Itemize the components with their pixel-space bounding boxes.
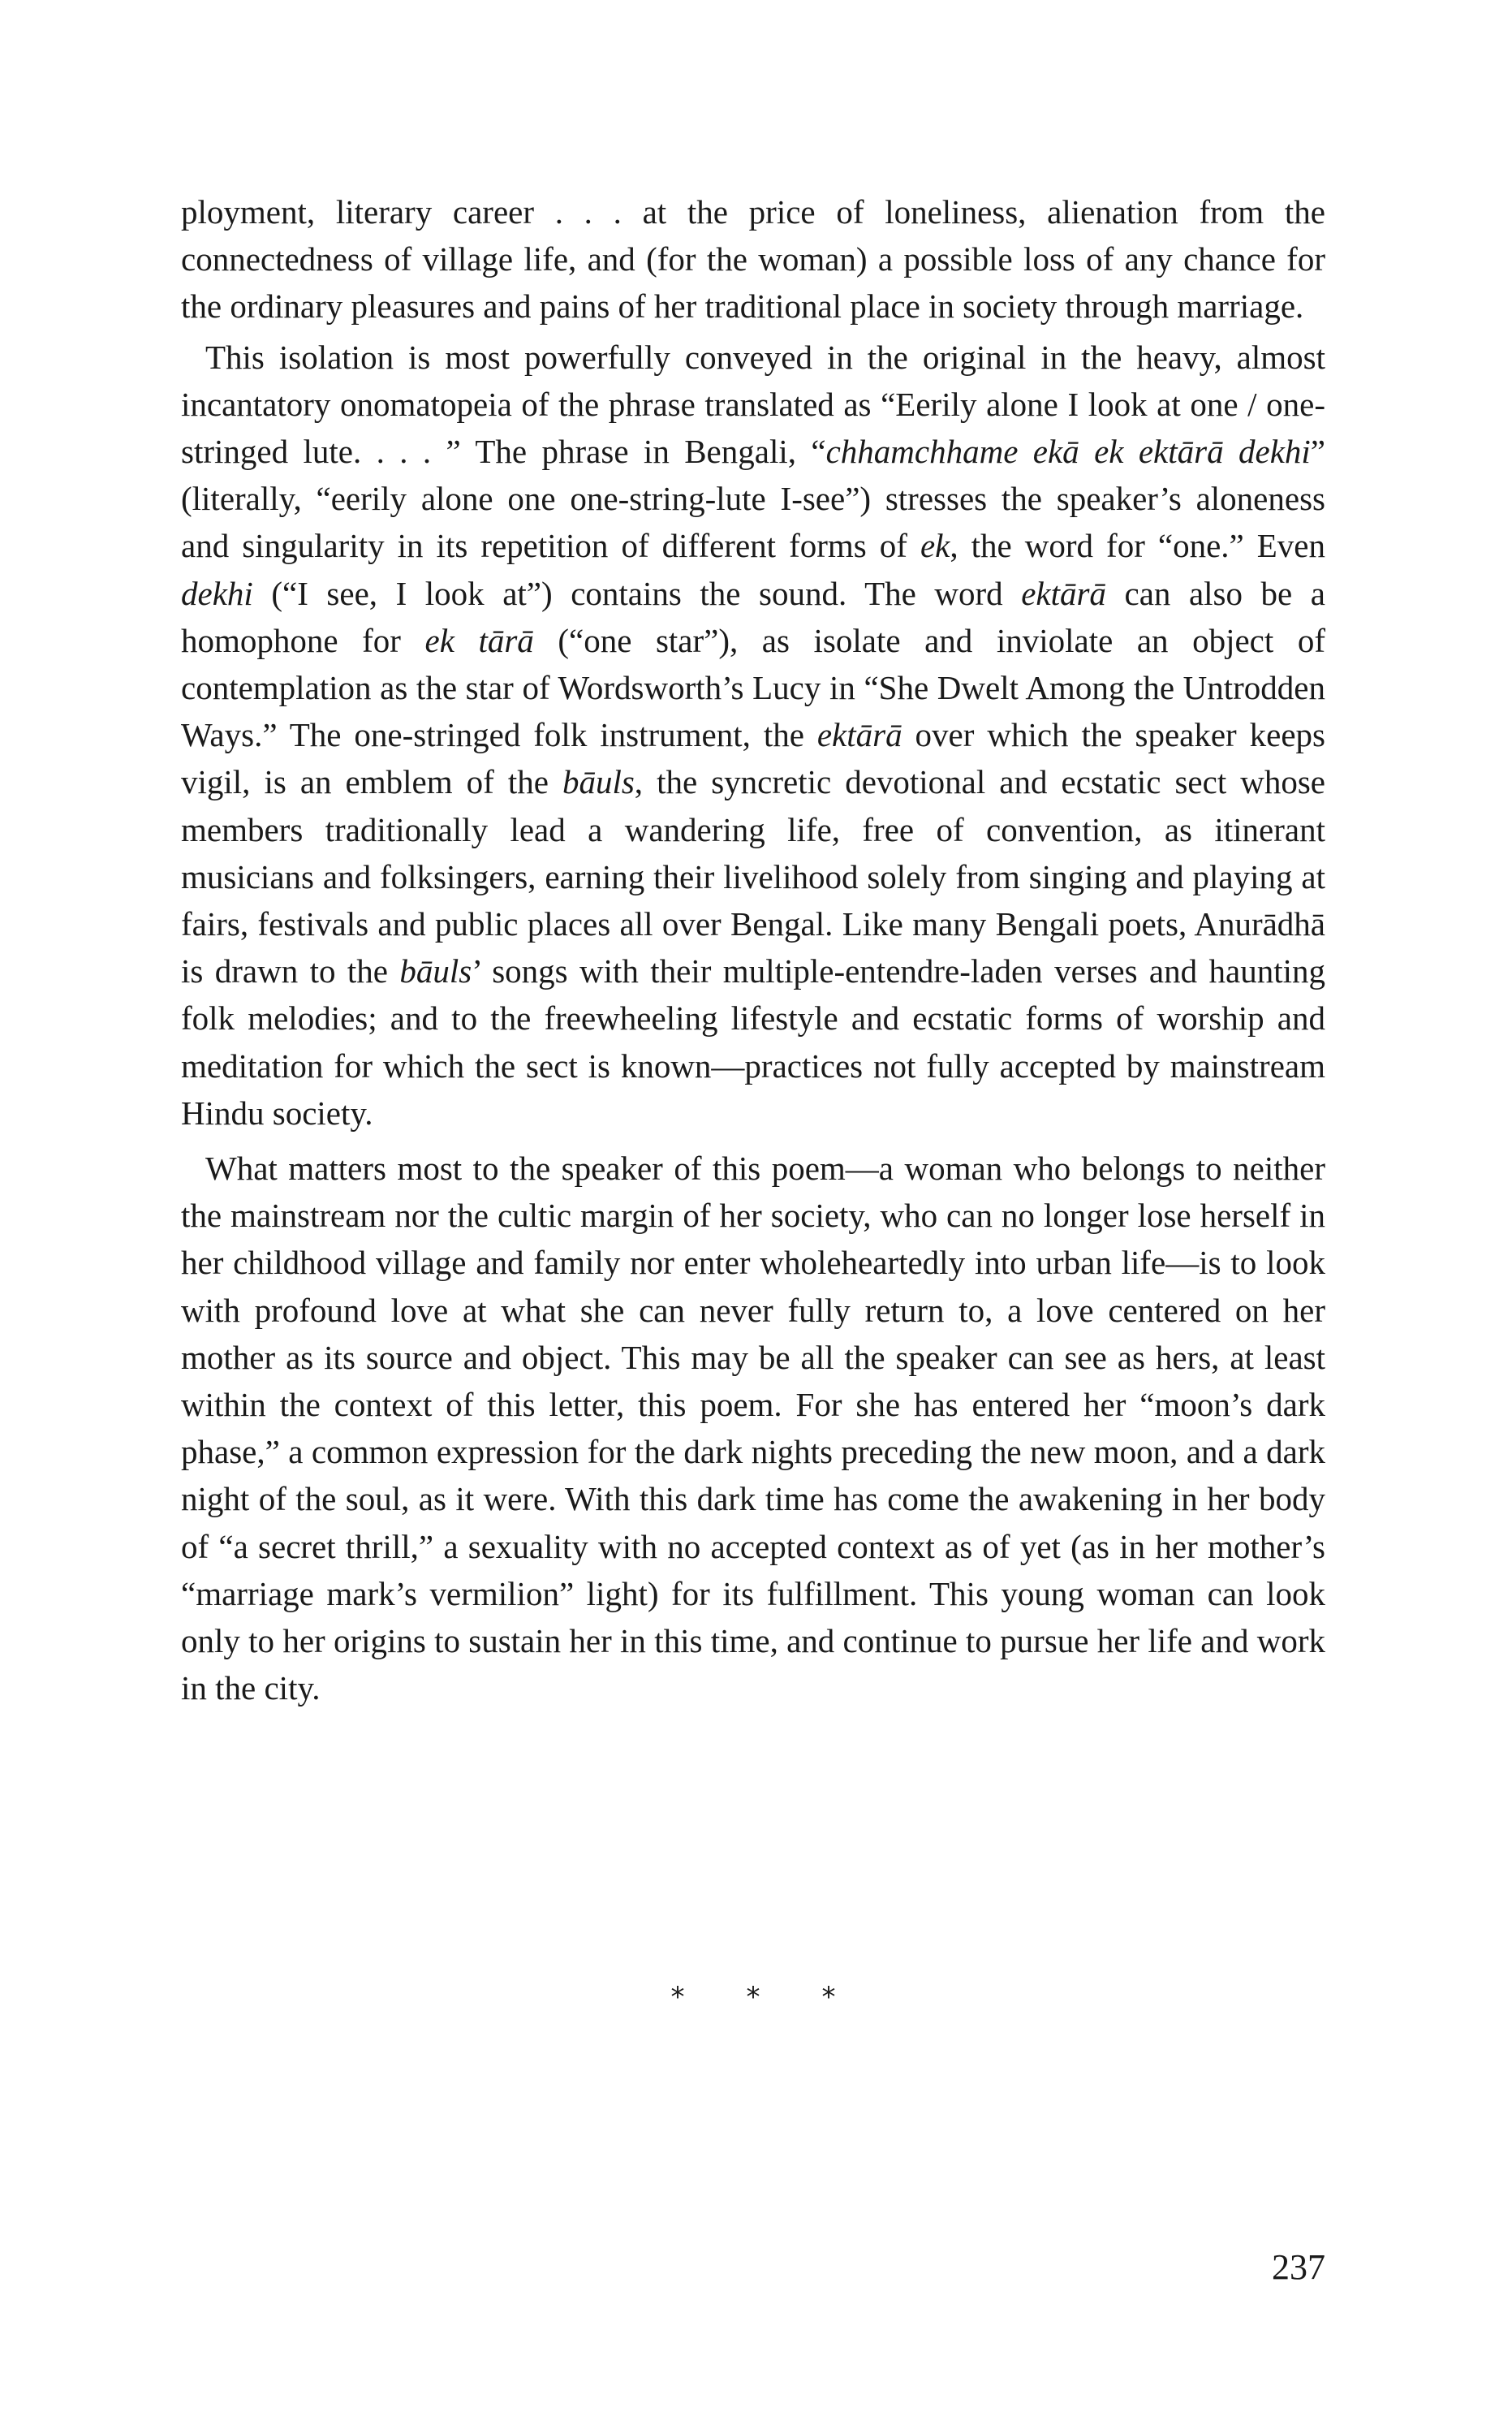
page-number: 237 (1272, 2247, 1325, 2287)
text-run: (“I see, I look at”) contains the sound. The word (252, 574, 1022, 612)
text-run: , the syncretic devotional and ecstatic sect whose members traditionally lead a wandering life, free of convention, as itinerant musicians and folksingers, earning their livelihood solely from singing and playing at fairs, festivals and public places all over Bengal. Like many Bengali poets, Anurādhā is drawn to the (181, 763, 1325, 990)
italic-term: chhamchhame ekā ek ektārā dekhi (825, 433, 1311, 471)
text-run: over which the speaker keeps vigil, is an emblem of the (181, 716, 1325, 801)
italic-term: ektārā (816, 716, 902, 754)
text-run: ployment, literary career . . . at the price of loneliness, alienation from the connectedness of village life, and (for the woman) a possible loss of any chance for the ordinary pleasures and pains of her traditional place in society through marriage. (181, 193, 1325, 326)
paragraph-2 (181, 334, 1325, 1137)
text-run: (“one star”), as isolate and inviolate an object of contemplation as the star of Wordsworth’s Lucy in “She Dwelt Among the Untrodden Ways.” The one-stringed folk instrument, the (181, 621, 1325, 754)
asterisk-1: * (670, 1981, 685, 2013)
italic-term: ek (920, 527, 950, 565)
text-run: This isolation is most powerfully conveyed in the original in the heavy, almost incantatory onomatopeia of the phrase translated as “Eerily alone I look at one / one-stringed lute. . . . ” The phrase in Bengali, “ (181, 338, 1325, 471)
paragraph-3 (181, 1145, 1325, 1711)
section-break-ornament (181, 1981, 1325, 2013)
asterisk-2: * (746, 1981, 760, 2013)
text-run: What matters most to the speaker of this poem—a woman who belongs to neither the mainstream nor the cultic margin of her society, who can no longer lose herself in her childhood village and family nor enter wholeheartedly into urban life—is to look with profound love at what she can never fully return to, a love centered on her mother as its source and object. This may be all the speaker can see as hers, at least within the context of this letter, this poem. For she has entered her “moon’s dark phase,” a common expression for the dark nights preceding the new moon, and a dark night of the soul, as it were. With this dark time has come the awakening in her body of “a secret thrill,” a sexuality with no accepted context as of yet (as in her mother’s “marriage mark’s vermilion” light) for its fulfillment. This young woman can look only to her origins to sustain her in this time, and continue to pursue her life and work in the city. (181, 1150, 1325, 1707)
book-page (181, 188, 1325, 2299)
text-run: can also be a homophone for (181, 574, 1325, 659)
text-run: ’ songs with their multiple-entendre-laden verses and haunting folk melodies; and to the freewheeling lifestyle and ecstatic forms of worship and meditation for which the sect is known—practices not fully accepted by mainstream Hindu society. (181, 952, 1325, 1132)
italic-term: dekhi (181, 574, 253, 612)
italic-term: bāuls (562, 763, 635, 801)
italic-term: ektārā (1021, 574, 1106, 612)
text-run: , the word for “one.” Even (950, 527, 1326, 565)
asterisk-3: * (821, 1981, 836, 2013)
text-run: ” (literally, “eerily alone one one-string-lute I-see”) stresses the speaker’s aloneness and singularity in its repetition of different forms of (181, 433, 1325, 565)
paragraph-1 (181, 188, 1325, 330)
italic-term: ek tārā (424, 621, 534, 659)
italic-term: bāuls (399, 952, 472, 990)
body-text (181, 188, 1325, 1712)
